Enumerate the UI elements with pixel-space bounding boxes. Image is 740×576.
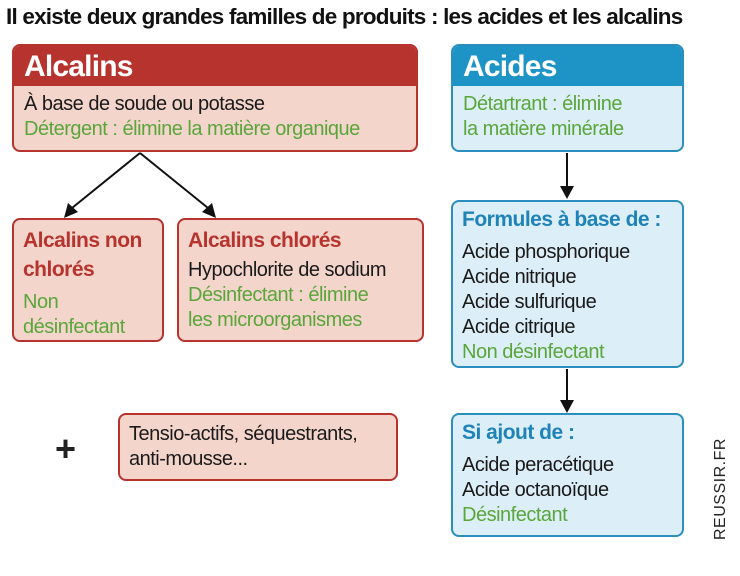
formules-title: Formules à base de : xyxy=(462,208,661,231)
non-chlores-title-line1: Alcalins non xyxy=(23,229,142,252)
formules-note: Non désinfectant xyxy=(462,341,605,363)
source-credit: REUSSIR.FR xyxy=(712,438,729,540)
non-chlores-note-line1: Non xyxy=(23,291,59,313)
acides-effect-line1: Détartrant : élimine xyxy=(463,93,622,115)
chlores-effect-line1: Désinfectant : élimine xyxy=(188,284,369,306)
alcalins-effect: Détergent : élimine la matière organique xyxy=(24,118,360,140)
alcalins-header: Alcalins xyxy=(14,46,416,86)
arrowhead-icon xyxy=(560,400,574,413)
formules-item: Acide nitrique xyxy=(462,266,577,288)
ajout-title: Si ajout de : xyxy=(462,421,575,444)
chlores-effect-line2: les microorganismes xyxy=(188,309,362,331)
additifs-line1: Tensio-actifs, séquestrants, xyxy=(129,423,358,445)
ajout-item: Acide octanoïque xyxy=(462,479,609,501)
ajout-note: Désinfectant xyxy=(462,504,568,526)
arrowhead-icon xyxy=(560,186,574,199)
plus-sign: + xyxy=(55,428,77,469)
chlores-composition: Hypochlorite de sodium xyxy=(188,259,386,281)
formules-item: Acide citrique xyxy=(462,316,576,338)
acides-effect-line2: la matière minérale xyxy=(463,118,624,140)
arrow-to-chlores xyxy=(140,153,208,208)
non-chlores-title-line2: chlorés xyxy=(23,258,95,281)
acides-header: Acides xyxy=(453,46,682,86)
ajout-item: Acide peracétique xyxy=(462,454,614,476)
formules-item: Acide sulfurique xyxy=(462,291,597,313)
page-title: Il existe deux grandes familles de produits : les acides et les alcalins xyxy=(6,4,683,29)
formules-item: Acide phosphorique xyxy=(462,241,630,263)
non-chlores-note-line2: désinfectant xyxy=(23,316,125,338)
arrow-to-non-chlores xyxy=(72,153,140,208)
additifs-line2: anti-mousse... xyxy=(129,448,248,470)
chlores-title: Alcalins chlorés xyxy=(188,229,342,252)
alcalins-base: À base de soude ou potasse xyxy=(24,93,265,115)
